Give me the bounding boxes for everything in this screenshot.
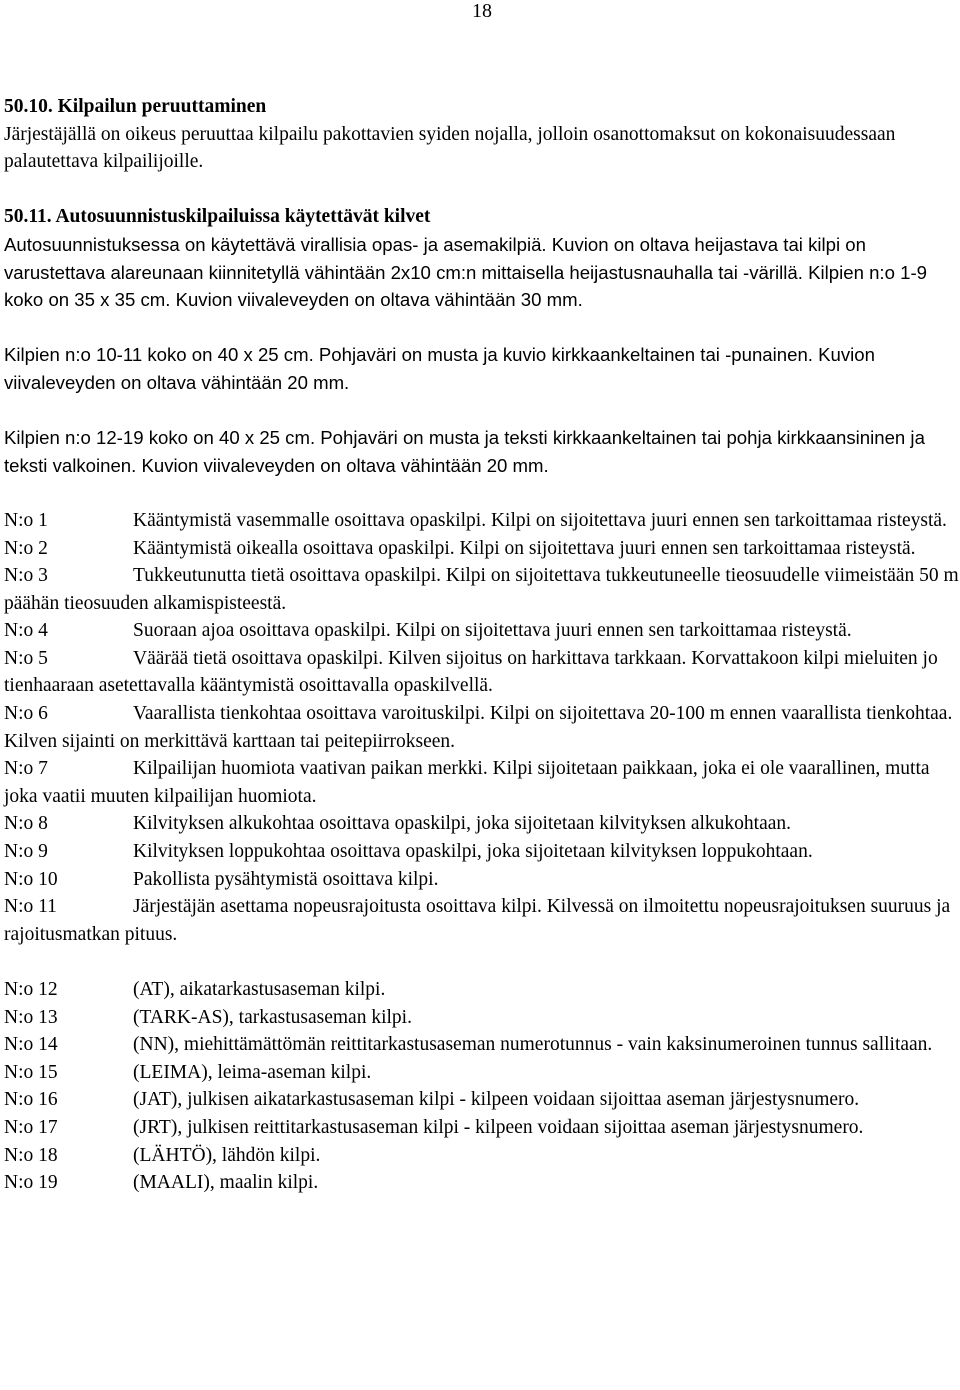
sign-description: Tukkeutunutta tietä osoittava opaskilpi. Kilpi on sijoitettava tukkeutuneelle tieosuudelle viimeistään 50 m päähän tieosuuden alkamispisteestä. [4,565,959,614]
sign-number: N:o 15 [4,1061,58,1083]
sign-list-item [4,755,959,810]
sign-number: N:o 7 [4,758,48,780]
sign-number: N:o 18 [4,1144,58,1166]
section-heading: 50.11. Autosuunnistuskilpailuissa käytettävät kilvet [4,206,431,228]
sign-list-item [4,838,959,866]
sign-list-item [4,645,959,700]
sign-list-item [4,1059,959,1087]
sign-number: N:o 3 [4,565,48,587]
sign-list-item [4,1142,959,1170]
sign-description: Kilvityksen loppukohtaa osoittava opaskilpi, joka sijoitetaan kilvityksen loppukohtaan. [133,841,813,863]
sign-list-item [4,893,959,948]
sign-description: Järjestäjän asettama nopeusrajoitusta osoittava kilpi. Kilvessä on ilmoitettu nopeusrajoituksen suuruus ja rajoitusmatkan pituus. [4,896,951,945]
sign-number: N:o 14 [4,1034,58,1056]
sign-list-item [4,866,959,894]
sign-description: (JAT), julkisen aikatarkastusaseman kilpi - kilpeen voidaan sijoittaa aseman järjestysnumero. [133,1089,860,1111]
sign-list-item [4,507,959,535]
paragraph: Autosuunnistuksessa on käytettävä virallisia opas- ja asemakilpiä. Kuvion on oltava heijastava tai kilpi on varustettava alareunaan kiinnitetyllä vähintään 2x10 cm:n mittaisella heijastusnauhalla tai -värillä. Kilpien n:o 1-9 koko on 35 x 35 cm. Kuvion viivaleveyden on oltava vähintään 30 mm. [4,233,927,311]
sign-list-item [4,1086,959,1114]
sign-number: N:o 9 [4,841,48,863]
sign-list-item [4,617,959,645]
sign-number: N:o 1 [4,509,48,531]
sign-description: (JRT), julkisen reittitarkastusaseman kilpi - kilpeen voidaan sijoittaa aseman järjestysnumero. [133,1116,864,1138]
sign-number: N:o 13 [4,1006,58,1028]
paragraph: Kilpien n:o 12-19 koko on 40 x 25 cm. Pohjaväri on musta ja teksti kirkkaankeltainen tai pohja kirkkaansininen ja teksti valkoinen. Kuvion viivaleveyden on oltava vähintään 20 mm. [4,427,925,476]
section-50-10 [4,93,959,176]
paragraph: Kilpien n:o 10-11 koko on 40 x 25 cm. Pohjaväri on musta ja kuvio kirkkaankeltainen tai -punainen. Kuvion viivaleveyden on oltava vähintään 20 mm. [4,344,875,393]
sign-list-item [4,562,959,617]
sign-description: (MAALI), maalin kilpi. [133,1172,319,1194]
sign-list-item [4,1004,959,1032]
sign-description: Kääntymistä vasemmalle osoittava opaskilpi. Kilpi on sijoitettava juuri ennen sen tarkoittamaa risteystä. [133,509,947,531]
sign-description: (NN), miehittämättömän reittitarkastusaseman numerotunnus - vain kaksinumeroinen tunnus sallitaan. [133,1034,933,1056]
sign-list-item [4,810,959,838]
sign-number: N:o 4 [4,620,48,642]
sign-description: Pakollista pysähtymistä osoittava kilpi. [133,868,439,890]
sign-number: N:o 17 [4,1116,58,1138]
sign-number: N:o 10 [4,868,58,890]
page-number: 18 [472,0,492,22]
sign-description: (LEIMA), leima-aseman kilpi. [133,1061,372,1083]
document-body [4,93,959,1197]
sign-number: N:o 8 [4,813,48,835]
paragraph: Järjestäjällä on oikeus peruuttaa kilpailu pakottavien syiden nojalla, jolloin osanottomaksut on kokonaisuudessaan palautettava kilpailijoille. [4,123,896,173]
sign-list-item [4,535,959,563]
sign-number: N:o 5 [4,647,48,669]
section-heading: 50.10. Kilpailun peruuttaminen [4,96,267,117]
sign-description: Kilpailijan huomiota vaativan paikan merkki. Kilpi sijoitetaan paikkaan, joka ei ole vaarallinen, mutta joka vaatii muuten kilpailijan huomiota. [4,758,930,807]
sign-list-item [4,976,959,1004]
sign-list-item [4,700,959,755]
sign-number: N:o 6 [4,703,48,725]
sign-list-item [4,1031,959,1059]
sign-description: (LÄHTÖ), lähdön kilpi. [133,1144,321,1166]
sign-list-item [4,1169,959,1197]
sign-list-item [4,1114,959,1142]
sign-description: (TARK-AS), tarkastusaseman kilpi. [133,1006,412,1028]
sign-list-guide-signs [4,507,959,949]
sign-description: Suoraan ajoa osoittava opaskilpi. Kilpi on sijoitettava juuri ennen sen tarkoittamaa risteystä. [133,620,852,642]
sign-number: N:o 12 [4,979,58,1000]
sign-description: (AT), aikatarkastusaseman kilpi. [133,979,386,1000]
sign-description: Väärää tietä osoittava opaskilpi. Kilven sijoitus on harkittava tarkkaan. Korvattakoon kilpi mieluiten jo tienhaaraan asetettavalla kääntymistä osoittavalla opaskilvellä. [4,647,938,697]
sign-number: N:o 11 [4,896,57,918]
sign-description: Kilvityksen alkukohtaa osoittava opaskilpi, joka sijoitetaan kilvityksen alkukohtaan. [133,813,792,835]
sign-number: N:o 2 [4,537,48,559]
sign-description: Kääntymistä oikealla osoittava opaskilpi. Kilpi on sijoitettava juuri ennen sen tarkoittamaa risteystä. [133,537,916,559]
sign-number: N:o 16 [4,1089,58,1111]
sign-number: N:o 19 [4,1172,58,1194]
sign-description: Vaarallista tienkohtaa osoittava varoituskilpi. Kilpi on sijoitettava 20-100 m ennen vaarallista tienkohtaa. Kilven sijainti on merkittävä karttaan tai peitepiirrokseen. [4,703,953,752]
sign-list-station-signs [4,976,959,1197]
section-50-11 [4,203,959,479]
